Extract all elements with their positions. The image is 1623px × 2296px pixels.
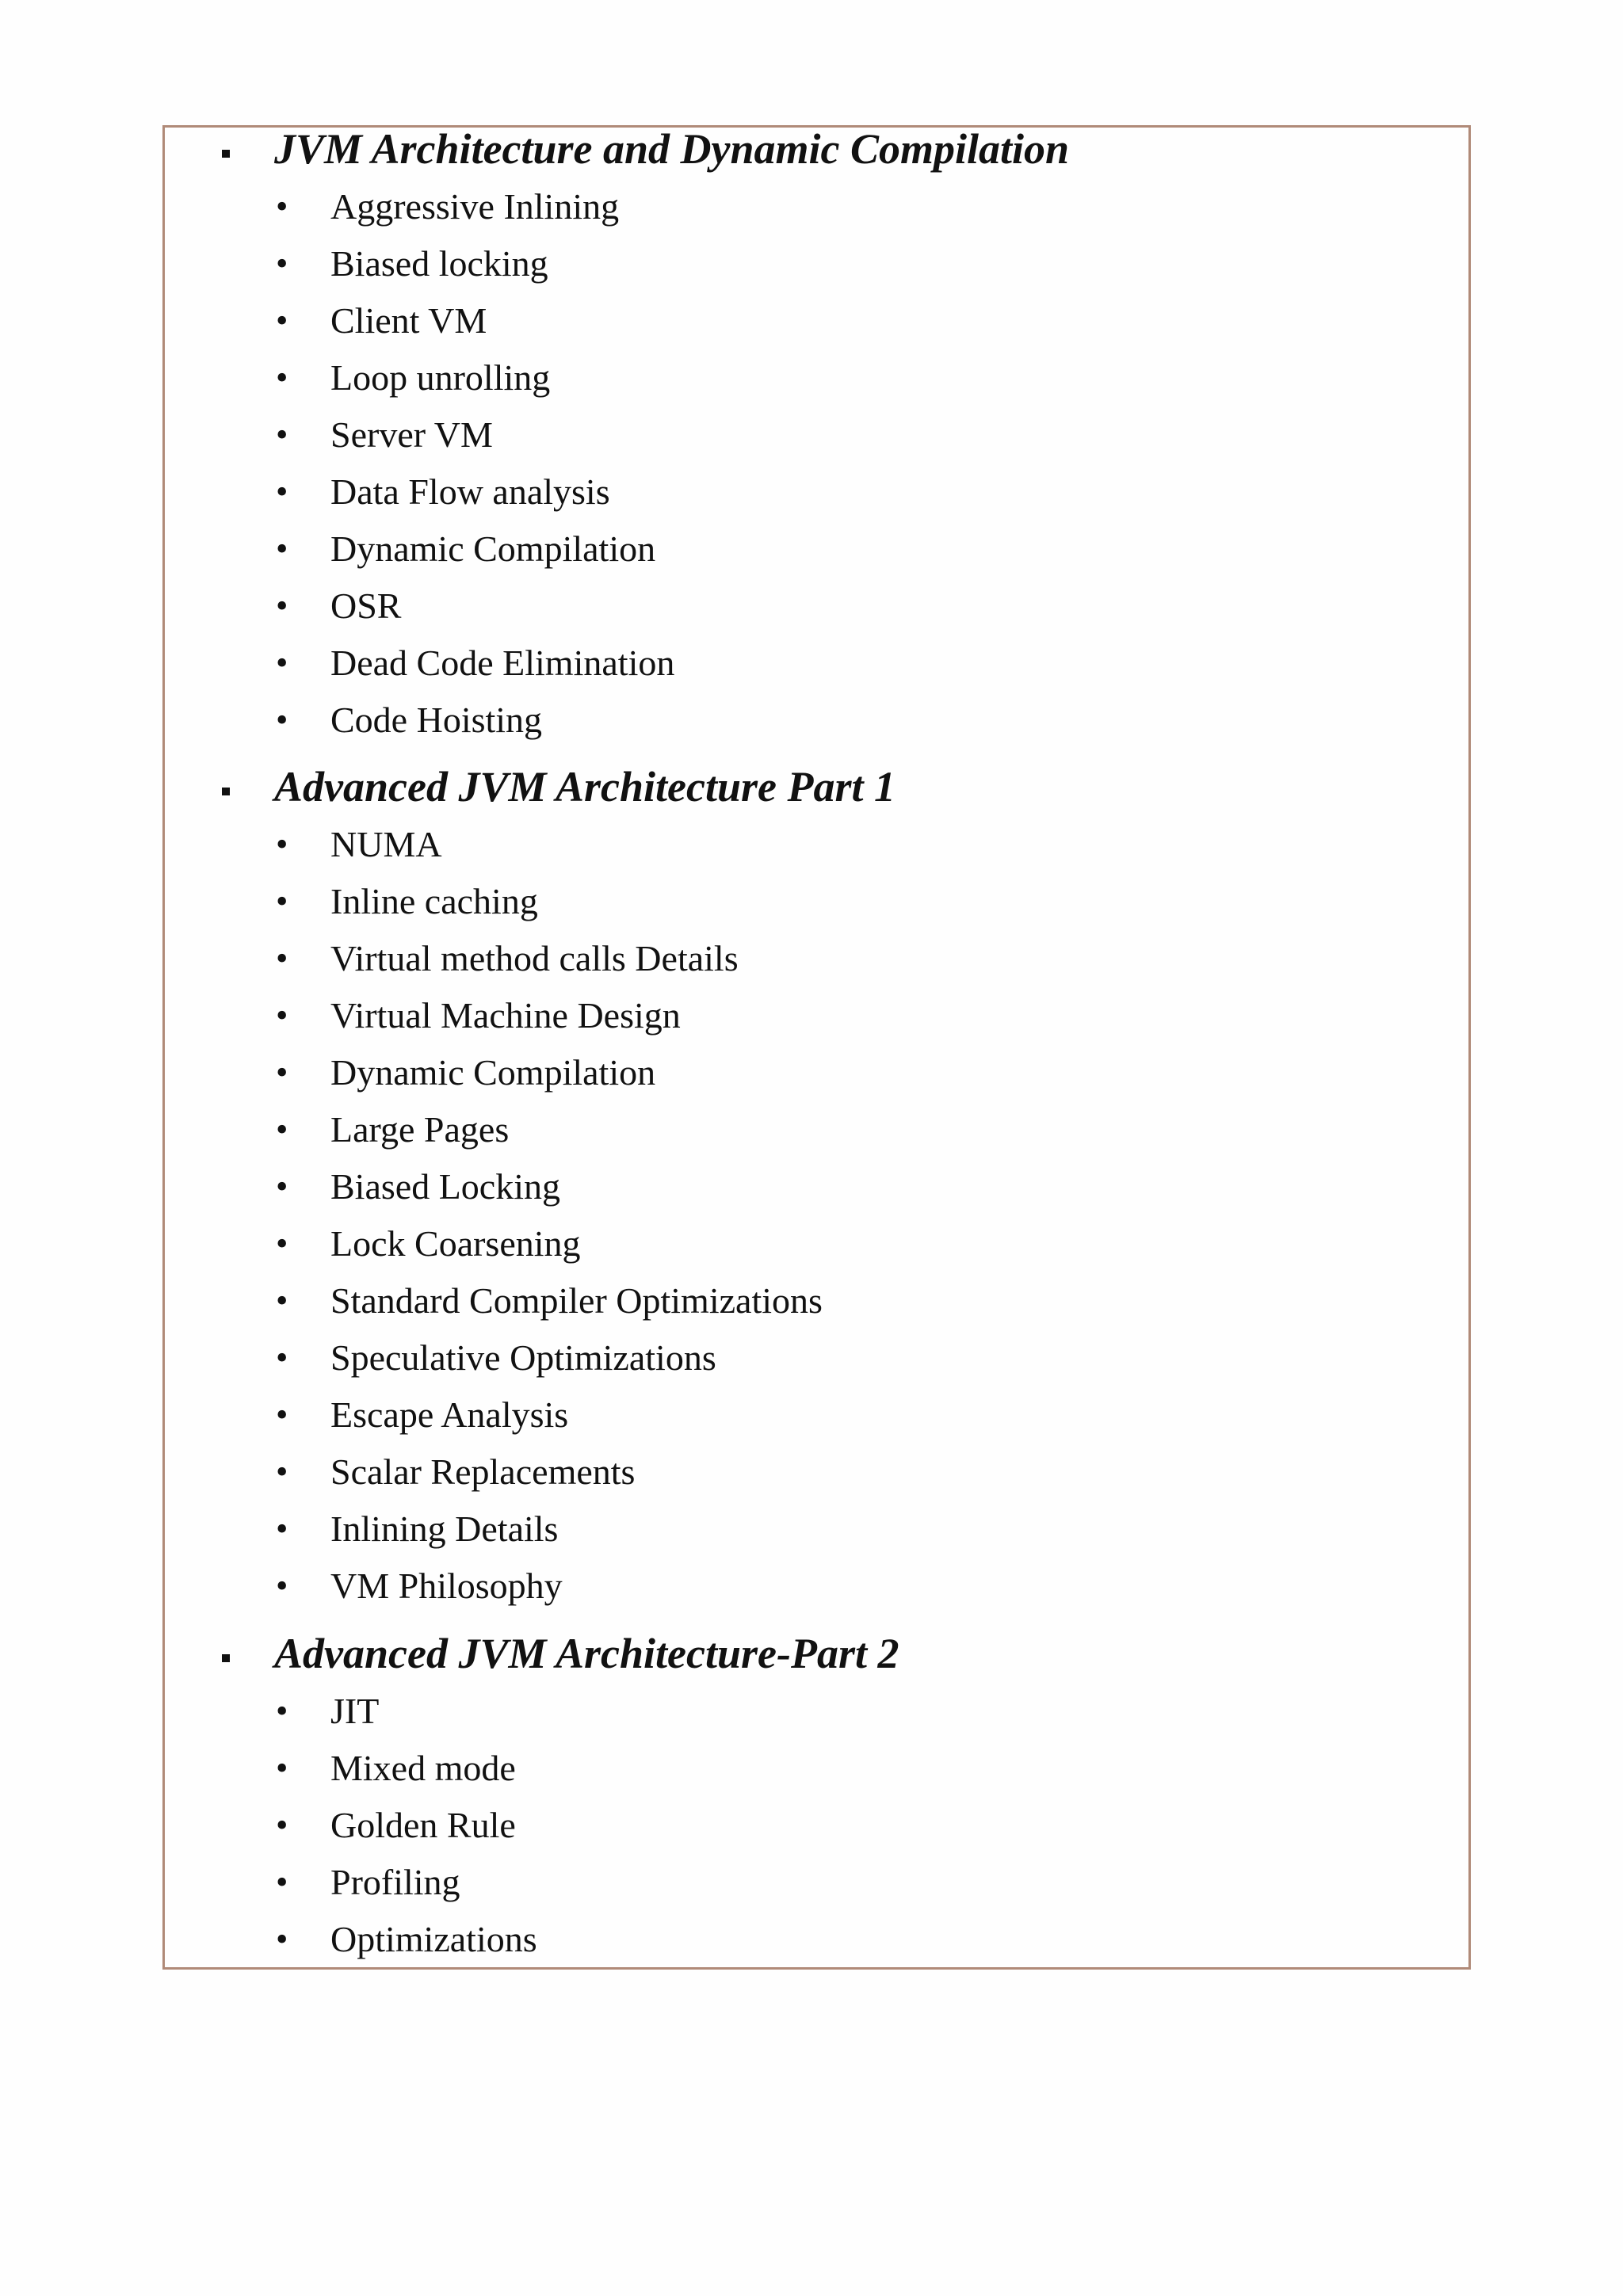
list-item-label: Scalar Replacements <box>330 1451 636 1492</box>
bullet-icon: • <box>276 472 288 511</box>
list-item-label: Dead Code Elimination <box>330 643 675 683</box>
list-item <box>0 1444 1623 1501</box>
list-item <box>0 1272 1623 1329</box>
bullet-icon: • <box>276 1053 288 1092</box>
list-item-label: Lock Coarsening <box>330 1223 581 1264</box>
list-item <box>0 1797 1623 1854</box>
bullet-icon: • <box>276 1395 288 1434</box>
list-item-label: Dynamic Compilation <box>330 528 656 569</box>
list-item <box>0 349 1623 406</box>
list-item-label: Profiling <box>330 1862 460 1902</box>
list-item <box>0 1740 1623 1797</box>
bullet-icon: • <box>276 1806 288 1844</box>
list-item-label: Virtual method calls Details <box>330 938 739 978</box>
bullet-icon: • <box>276 882 288 921</box>
list-item-label: Aggressive Inlining <box>330 186 620 227</box>
bullet-icon: • <box>276 1338 288 1377</box>
list-item-label: NUMA <box>330 824 442 864</box>
bullet-icon: • <box>276 1509 288 1548</box>
list-item-label: Optimizations <box>330 1919 537 1959</box>
list-item <box>0 1329 1623 1386</box>
list-item-label: Golden Rule <box>330 1805 516 1845</box>
list-item-label: JIT <box>330 1691 380 1731</box>
bullet-icon: • <box>276 358 288 397</box>
list-item <box>0 1101 1623 1158</box>
bullet-icon: • <box>276 1167 288 1206</box>
list-item <box>0 178 1623 235</box>
list-item <box>0 463 1623 521</box>
list-item <box>0 1215 1623 1272</box>
list-item <box>0 578 1623 635</box>
square-bullet-icon <box>222 788 230 795</box>
bullet-icon: • <box>276 1920 288 1958</box>
list-item <box>0 1558 1623 1615</box>
list-item <box>0 873 1623 930</box>
list-item <box>0 987 1623 1044</box>
list-item-label: Escape Analysis <box>330 1394 569 1435</box>
bullet-icon: • <box>276 1566 288 1605</box>
square-bullet-icon <box>222 1654 230 1662</box>
list-item <box>0 521 1623 578</box>
section-title: Advanced JVM Architecture-Part 2 <box>274 1630 899 1677</box>
list-item-label: Data Flow analysis <box>330 471 610 512</box>
list-item-label: Speculative Optimizations <box>330 1337 716 1378</box>
list-item-label: Virtual Machine Design <box>330 995 681 1035</box>
section-heading <box>0 121 1623 177</box>
list-item <box>0 692 1623 749</box>
square-bullet-icon <box>222 150 230 158</box>
bullet-icon: • <box>276 825 288 864</box>
bullet-icon: • <box>276 1863 288 1901</box>
list-item <box>0 406 1623 463</box>
list-item-label: Mixed mode <box>330 1748 516 1788</box>
bullet-icon: • <box>276 244 288 283</box>
list-item <box>0 1386 1623 1444</box>
list-item-label: VM Philosophy <box>330 1566 563 1606</box>
section-title: Advanced JVM Architecture Part 1 <box>274 763 896 810</box>
list-item <box>0 1683 1623 1740</box>
list-item-label: Inlining Details <box>330 1508 559 1549</box>
list-item-label: Biased Locking <box>330 1166 560 1207</box>
section-title: JVM Architecture and Dynamic Compilation <box>274 125 1070 173</box>
list-item <box>0 1501 1623 1558</box>
list-item-label: Loop unrolling <box>330 357 551 398</box>
list-item-label: Large Pages <box>330 1109 510 1150</box>
list-item-label: Client VM <box>330 300 487 341</box>
list-item <box>0 1158 1623 1215</box>
section-heading <box>0 759 1623 814</box>
list-item-label: Dynamic Compilation <box>330 1052 656 1093</box>
bullet-icon: • <box>276 187 288 226</box>
bullet-icon: • <box>276 1281 288 1320</box>
list-item <box>0 292 1623 349</box>
list-item <box>0 635 1623 692</box>
list-item <box>0 1044 1623 1101</box>
bullet-icon: • <box>276 301 288 340</box>
bullet-icon: • <box>276 1749 288 1787</box>
section-heading <box>0 1626 1623 1681</box>
list-item <box>0 930 1623 987</box>
bullet-icon: • <box>276 1452 288 1491</box>
list-item <box>0 235 1623 292</box>
bullet-icon: • <box>276 700 288 739</box>
bullet-icon: • <box>276 1224 288 1263</box>
list-item-label: Inline caching <box>330 881 538 921</box>
list-item-label: Code Hoisting <box>330 700 543 740</box>
list-item <box>0 1854 1623 1911</box>
bullet-icon: • <box>276 1691 288 1730</box>
bullet-icon: • <box>276 1110 288 1149</box>
list-item-label: Server VM <box>330 414 493 455</box>
bullet-icon: • <box>276 996 288 1035</box>
bullet-icon: • <box>276 643 288 682</box>
bullet-icon: • <box>276 415 288 454</box>
list-item-label: Standard Compiler Optimizations <box>330 1280 823 1321</box>
list-item <box>0 1911 1623 1968</box>
list-item-label: OSR <box>330 585 402 626</box>
bullet-icon: • <box>276 586 288 625</box>
bullet-icon: • <box>276 939 288 978</box>
bullet-icon: • <box>276 529 288 568</box>
list-item <box>0 816 1623 873</box>
list-item-label: Biased locking <box>330 243 548 284</box>
